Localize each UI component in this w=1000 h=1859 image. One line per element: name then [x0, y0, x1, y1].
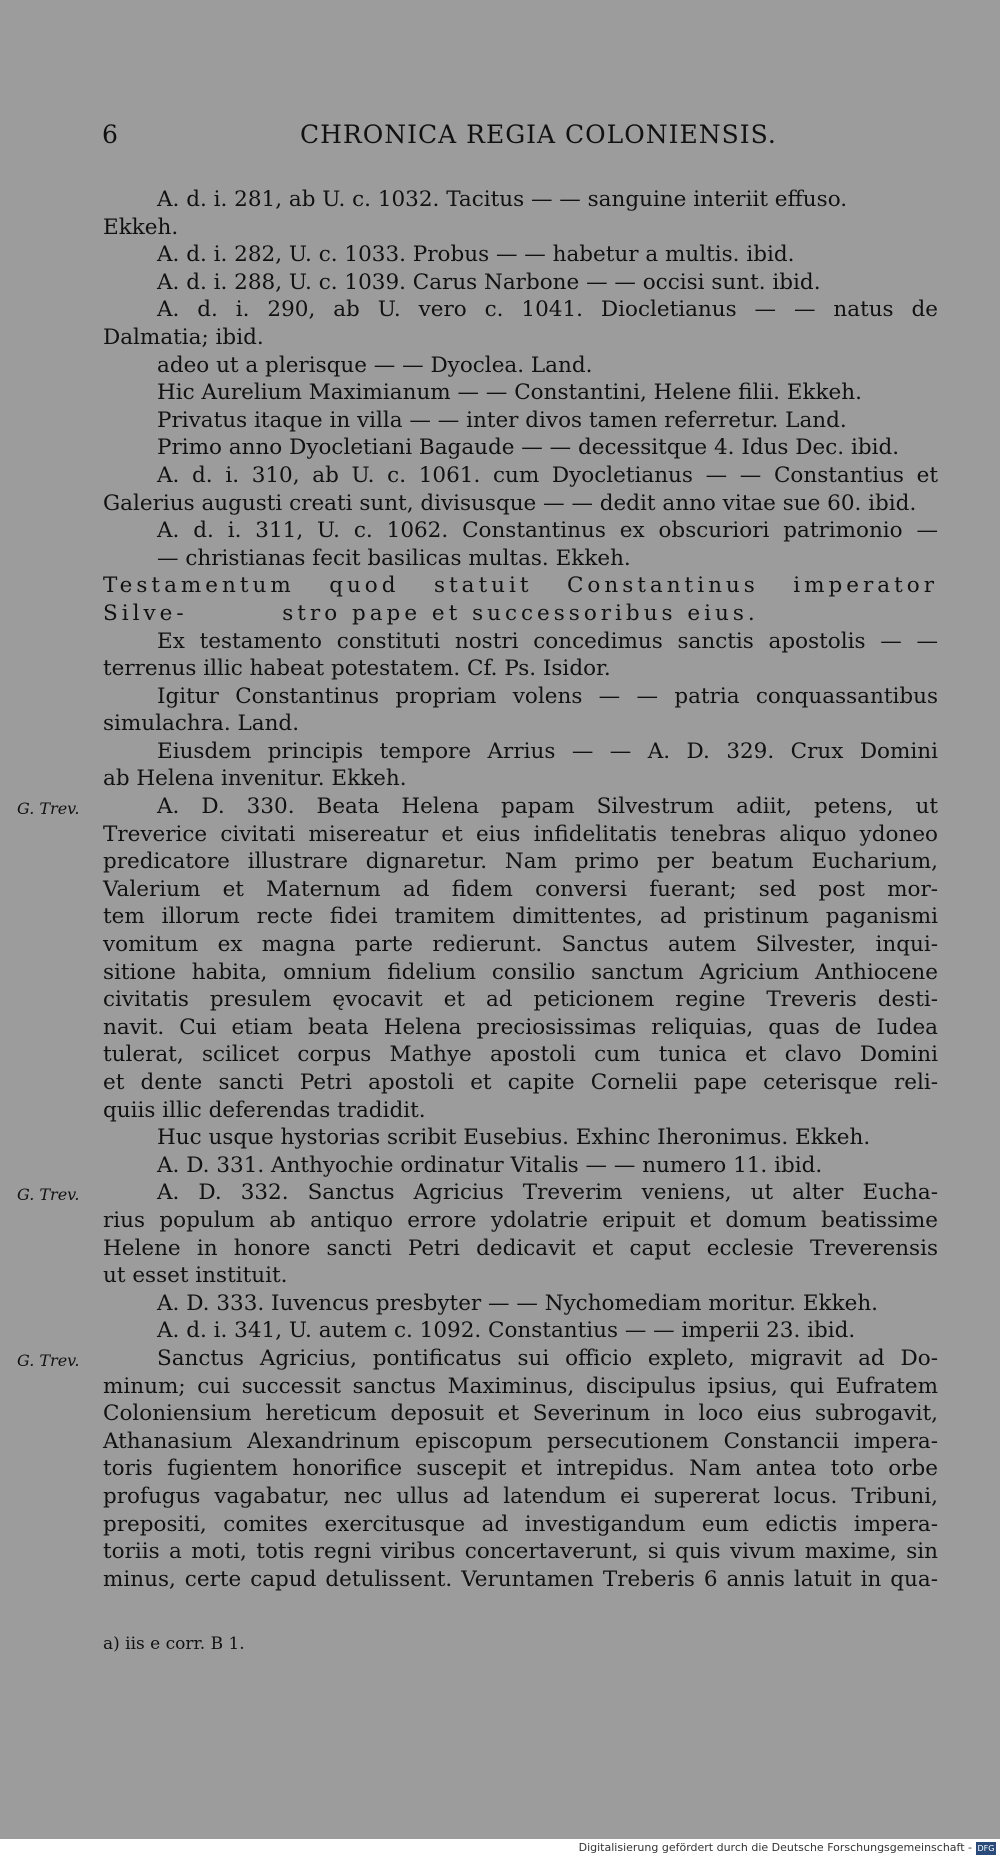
text-line-content: A. D. 332. Sanctus Agricius Treverim veniens, ut alter Eucha- [157, 1180, 938, 1206]
text-line: Privatus itaque in villa — — inter divos tamen referretur. Land. [157, 407, 847, 433]
text-line: adeo ut a plerisque — — Dyoclea. Land. [157, 352, 593, 378]
text-line: predicatore illustrare dignaretur. Nam primo per beatum Eucharium, [103, 849, 938, 875]
text-line: — christianas fecit basilicas multas. Ekkeh. [157, 545, 631, 571]
text-line: A. d. i. 282, U. c. 1033. Probus — — habetur a multis. ibid. [157, 242, 795, 268]
text-line: minum; cui successit sanctus Maximinus, discipulus ipsius, qui Eufratem [103, 1373, 938, 1399]
text-line: Valerium et Maternum ad fidem conversi fuerant; sed post mor- [103, 876, 938, 902]
text-line: minus, certe capud detulissent. Veruntamen Treberis 6 annis latuit in qua- [103, 1566, 938, 1592]
text-line: vomitum ex magna parte redierunt. Sanctus autem Silvester, inqui- [103, 932, 938, 958]
text-line: A. d. i. 311, U. c. 1062. Constantinus ex obscuriori patrimonio — [157, 518, 938, 544]
text-line: Huc usque hystorias scribit Eusebius. Exhinc Iheronimus. Ekkeh. [157, 1125, 871, 1151]
text-line: Primo anno Dyocletiani Bagaude — — decessitque 4. Idus Dec. ibid. [157, 435, 900, 461]
margin-note: G. Trev. [17, 799, 80, 819]
text-line: rius populum ab antiquo errore ydolatrie eripuit et domum beatissime [103, 1207, 938, 1233]
chronicle-text [17, 186, 938, 1593]
text-line: toris fugientem honorifice suscepit et intrepidus. Nam antea toto orbe [103, 1456, 938, 1482]
text-line: ut esset instituit. [103, 1263, 288, 1289]
text-line: Igitur Constantinus propriam volens — — patria conquassantibus [157, 683, 938, 709]
text-line: A. d. i. 290, ab U. vero c. 1041. Diocletianus — — natus de [157, 297, 938, 323]
margin-note: G. Trev. [17, 1185, 80, 1205]
text-line: A. d. i. 281, ab U. c. 1032. Tacitus — — sanguine interiit effuso. [157, 187, 848, 212]
text-line [17, 1345, 938, 1373]
text-line: A. d. i. 288, U. c. 1039. Carus Narbone — — occisi sunt. ibid. [157, 269, 821, 295]
text-line: A. D. 331. Anthyochie ordinatur Vitalis — — numero 11. ibid. [157, 1152, 823, 1178]
text-line-content: Sanctus Agricius, pontificatus sui officio expleto, migravit ad Do- [157, 1345, 938, 1371]
text-line: Ex testamento constituti nostri concedimus sanctis apostolis — — [157, 628, 938, 654]
testament-heading: stro pape et successoribus eius. [282, 600, 759, 626]
running-header [0, 120, 1000, 156]
page-number: 6 [102, 120, 118, 149]
text-line: terrenus illic habeat potestatem. Cf. Ps. Isidor. [103, 656, 611, 682]
text-line: sitione habita, omnium fidelium consilio sanctum Agricium Anthiocene [103, 959, 938, 985]
text-line: prepositi, comites exercitusque ad investigandum eum edictis impera- [103, 1511, 938, 1537]
text-line: Hic Aurelium Maximianum — — Constantini, Helene filii. Ekkeh. [157, 380, 862, 406]
text-line: Treverice civitati misereatur et eius infidelitatis tenebras aliquo ydoneo [103, 821, 938, 847]
text-line: A. D. 333. Iuvencus presbyter — — Nychomediam moritur. Ekkeh. [157, 1290, 878, 1316]
text-line: Ekkeh. [103, 214, 179, 240]
text-line: toriis a moti, totis regni viribus concertaverunt, si quis vivum maxime, sin [103, 1539, 938, 1565]
page-title: CHRONICA REGIA COLONIENSIS. [300, 120, 777, 149]
text-line: Dalmatia; ibid. [103, 324, 264, 350]
text-line [17, 1179, 938, 1207]
text-line: quiis illic deferendas tradidit. [103, 1097, 426, 1123]
margin-note: G. Trev. [17, 1350, 80, 1370]
digitization-credit: Digitalisierung gefördert durch die Deutsche Forschungsgemeinschaft - [578, 1841, 972, 1854]
text-line: Helene in honore sancti Petri dedicavit et caput ecclesie Treverensis [103, 1235, 938, 1261]
dfg-logo: DFG [977, 1844, 995, 1853]
credit-bar [0, 1839, 1000, 1859]
text-line: profugus vagabatur, nec ullus ad latendum ei supererat locus. Tribuni, [103, 1483, 938, 1509]
text-line [17, 793, 938, 821]
testament-heading: Testamentum quod statuit Constantinus imperator Silve- [103, 573, 938, 626]
text-line: tulerat, scilicet corpus Mathye apostoli cum tunica et clavo Domini [103, 1042, 938, 1068]
text-line: A. d. i. 310, ab U. c. 1061. cum Dyocletianus — — Constantius et [157, 462, 938, 488]
text-line: Athanasium Alexandrinum episcopum persecutionem Constancii impera- [103, 1428, 938, 1454]
footnote: a) iis e corr. B 1. [103, 1634, 245, 1654]
text-line-content: A. D. 330. Beata Helena papam Silvestrum adiit, petens, ut [157, 794, 938, 820]
text-line: Galerius augusti creati sunt, divisusque — — dedit anno vitae sue 60. ibid. [103, 490, 917, 516]
text-line: simulachra. Land. [103, 711, 300, 737]
text-line: Eiusdem principis tempore Arrius — — A. D. 329. Crux Domini [157, 738, 938, 764]
text-line: Coloniensium hereticum deposuit et Severinum in loco eius subrogavit, [103, 1401, 938, 1427]
text-line: civitatis presulem ęvocavit et ad peticionem regine Treveris desti- [103, 987, 938, 1013]
text-line: tem illorum recte fidei tramitem dimittentes, ad pristinum paganismi [103, 904, 938, 930]
text-line: ab Helena invenitur. Ekkeh. [103, 766, 407, 792]
text-line: et dente sancti Petri apostoli et capite Cornelii pape ceterisque reli- [103, 1070, 938, 1095]
text-line: A. d. i. 341, U. autem c. 1092. Constantius — — imperii 23. ibid. [157, 1318, 856, 1344]
text-line: navit. Cui etiam beata Helena preciosissimas reliquias, quas de Iudea [103, 1014, 938, 1040]
